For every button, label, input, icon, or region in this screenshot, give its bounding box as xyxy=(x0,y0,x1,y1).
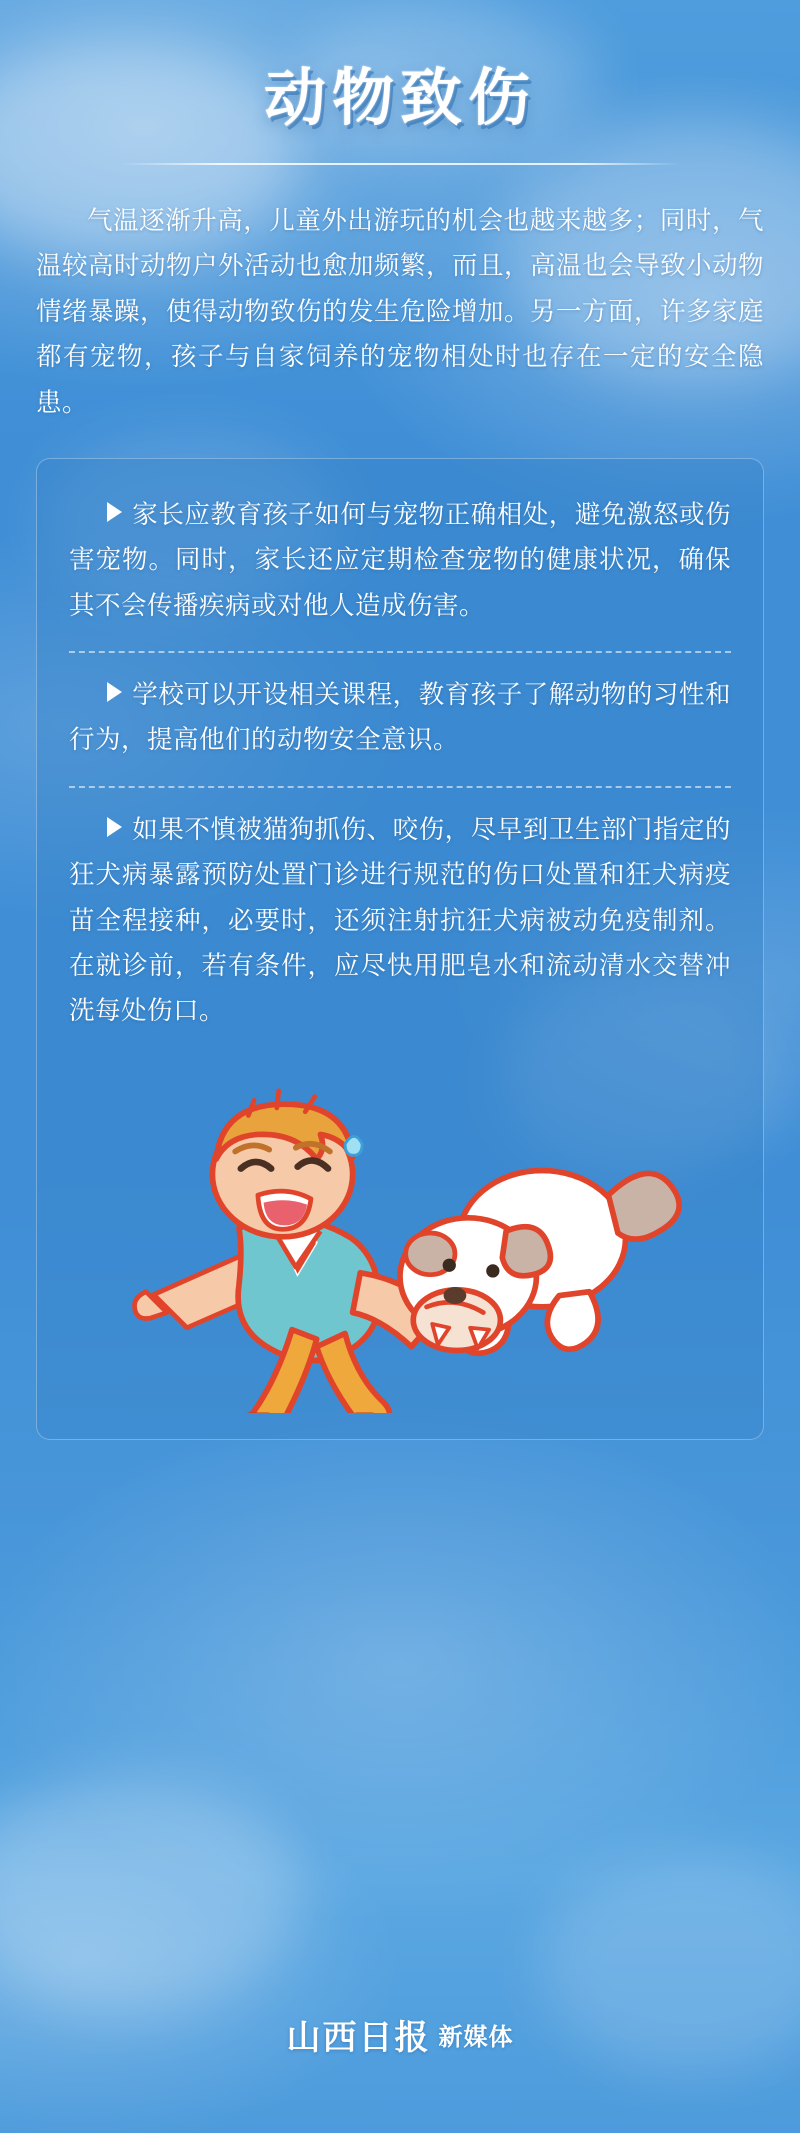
triangle-bullet-icon xyxy=(107,817,122,837)
brand-name: 山西日报 xyxy=(286,2018,431,2058)
tip-text: 如果不慎被猫狗抓伤、咬伤，尽早到卫生部门指定的狂犬病暴露预防处置门诊进行规范的伤口处置和狂犬病疫苗全程接种，必要时，还须注射抗狂犬病被动免疫制剂。在就诊前，若有条件，应尽快用肥皂水和流动清水交替冲洗每处伤口。 xyxy=(69,815,731,1026)
tip-item-2 xyxy=(69,673,731,764)
dog-bite-illustration xyxy=(69,1053,731,1413)
title-divider xyxy=(120,163,680,165)
tip-item-3 xyxy=(69,808,731,1035)
tip-text: 家长应教育孩子如何与宠物正确相处，避免激怒或伤害宠物。同时，家长还应定期检查宠物的健康状况，确保其不会传播疾病或对他人造成伤害。 xyxy=(69,500,731,620)
tip-text: 学校可以开设相关课程，教育孩子了解动物的习性和行为，提高他们的动物安全意识。 xyxy=(69,681,731,755)
footer xyxy=(0,2010,800,2059)
brand-sub: 新媒体 xyxy=(438,2024,514,2051)
tip-divider xyxy=(69,786,731,788)
tip-divider xyxy=(69,651,731,653)
watercolor-blotch xyxy=(0,1773,300,2013)
header xyxy=(0,0,800,165)
triangle-bullet-icon xyxy=(107,682,122,702)
tip-item-1 xyxy=(69,493,731,629)
intro-paragraph xyxy=(36,199,764,426)
page-title: 动物致伤 xyxy=(263,61,536,134)
intro-text: 气温逐渐升高，儿童外出游玩的机会也越来越多；同时，气温较高时动物户外活动也愈加频繁，而且，高温也会导致小动物情绪暴躁，使得动物致伤的发生危险增加。另一方面，许多家庭都有宠物，孩子与自家饲养的宠物相处时也存在一定的安全隐患。 xyxy=(36,207,765,417)
tips-card xyxy=(36,458,764,1440)
brand-logo xyxy=(287,2010,514,2059)
triangle-bullet-icon xyxy=(107,502,122,522)
